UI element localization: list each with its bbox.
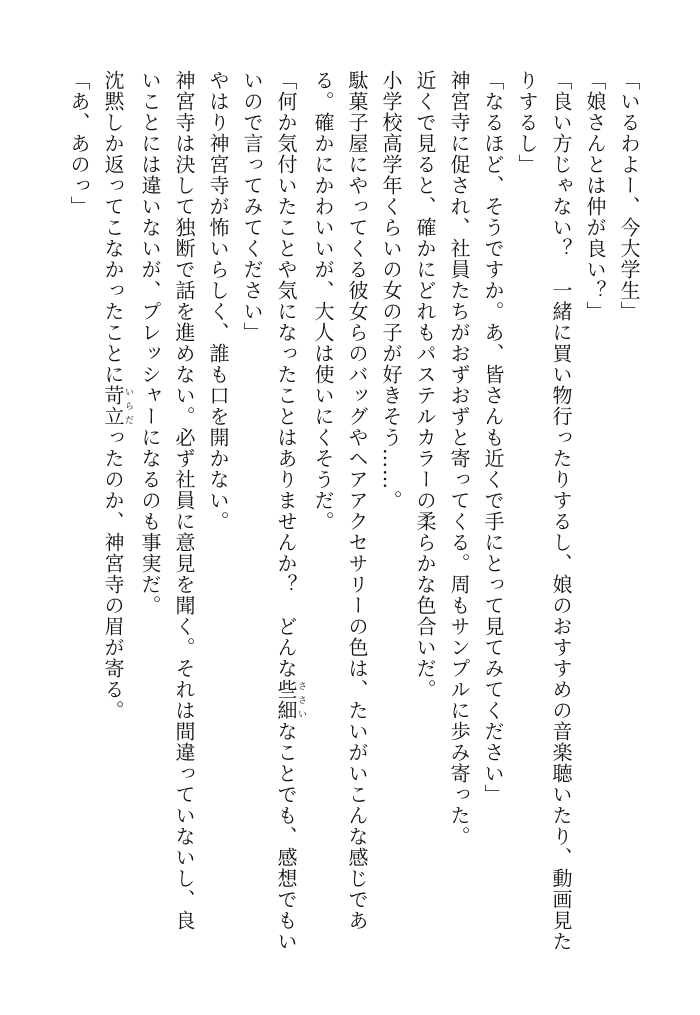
text-line: いことには違いないが、プレッシャーになるのも事実だ。 <box>138 70 162 616</box>
ruby-reading: いらだ <box>123 385 133 427</box>
text-line: りするし」 <box>515 70 539 175</box>
text-segment: 沈黙しか返ってこなかったことに <box>101 70 125 385</box>
ruby-base: 些細 <box>274 679 298 721</box>
text-line: 「娘さんとは仲が良い？」 <box>583 70 607 322</box>
text-segment: ったのか、神宮寺の眉が寄る。 <box>101 427 125 721</box>
text-line-with-ruby <box>269 70 306 970</box>
text-segment: 「何か気付いたことや気になったことはありませんか？ どんな <box>274 70 298 679</box>
text-line: 小学校高学年くらいの女の子が好きそう……。 <box>379 70 403 511</box>
text-line-with-ruby <box>96 70 133 970</box>
ruby-base: 苛立 <box>101 385 125 427</box>
text-line: やはり神宮寺が怖いらしく、誰も口を開かない。 <box>206 70 230 532</box>
text-line: る。確かにかわいいが、大人は使いにくそうだ。 <box>311 70 335 532</box>
text-line: 神宮寺は決して独断で話を進めない。必ず社員に意見を聞く。それは間違っていないし、良 <box>172 70 196 931</box>
text-line: 神宮寺に促され、社員たちがおずおずと寄ってくる。周もサンプルに歩み寄った。 <box>447 70 471 847</box>
text-segment: なことでも、感想でもい <box>274 721 298 952</box>
text-line: 「あ、あのっ」 <box>67 70 91 217</box>
vertical-text-body <box>62 70 646 970</box>
text-line: 「良い方じゃない？ 一緒に買い物行ったりするし、娘のおすすめの音楽聴いたり、動画見た <box>549 70 573 952</box>
text-line: 「なるほど、そうですか。あ、皆さんも近くで手にとって見てみてください」 <box>481 70 505 805</box>
ruby-reading: ささい <box>296 679 306 721</box>
text-line: 近くで見ると、確かにどれもパステルカラーの柔らかな色合いだ。 <box>413 70 437 700</box>
text-line: 駄菓子屋にやってくる彼女らのバッグやヘアアクセサリーの色は、たいがいこんな感じであ <box>345 70 369 931</box>
ruby-word <box>101 385 133 427</box>
ruby-word <box>274 679 306 721</box>
text-line: いので言ってみてください」 <box>240 70 264 343</box>
text-line: 「いるわよー、今大学生」 <box>617 70 641 322</box>
